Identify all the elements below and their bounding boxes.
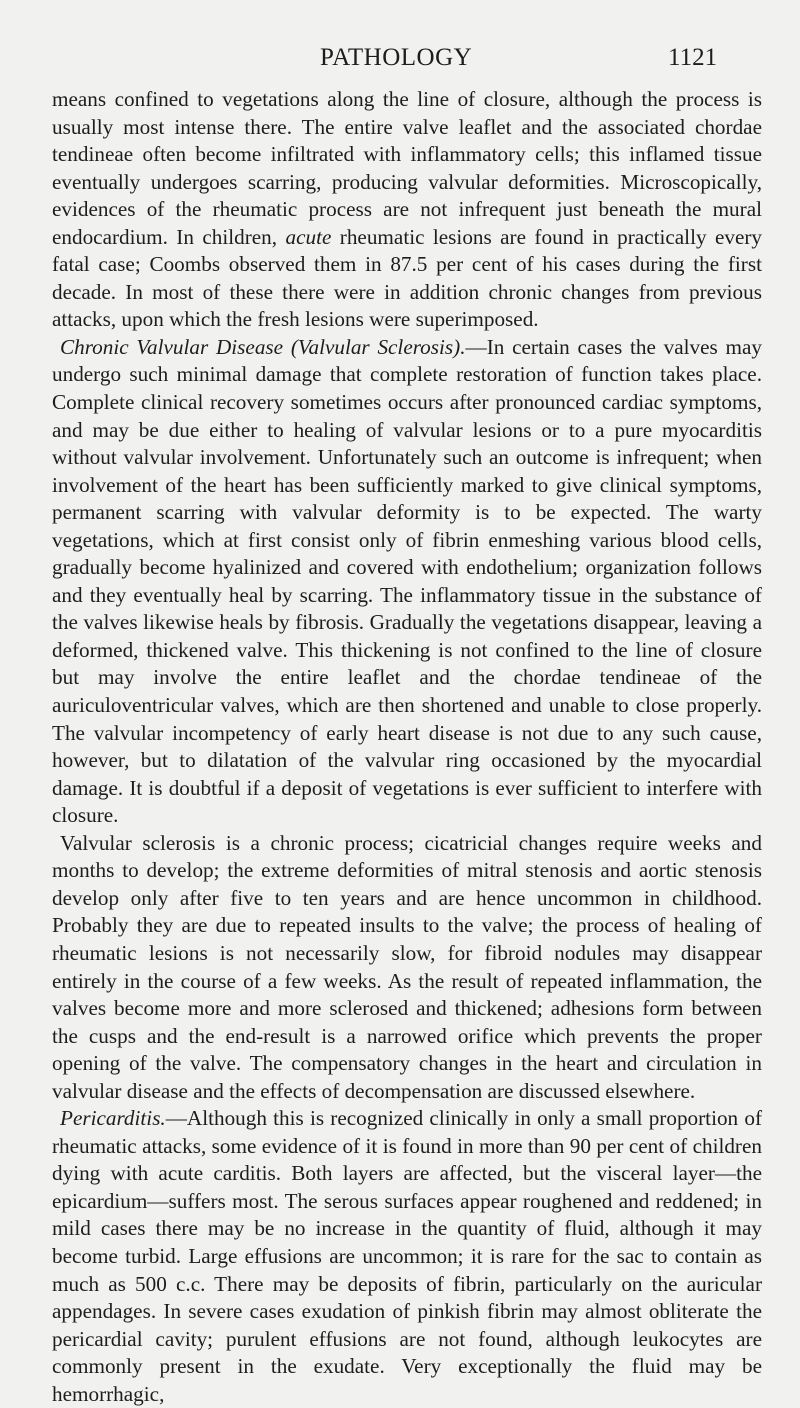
page-number: 1121 <box>668 44 718 71</box>
page-header <box>0 44 800 78</box>
paragraph-pericarditis <box>52 1105 762 1408</box>
italic-term: acute <box>285 224 332 249</box>
paragraph-valvular-sclerosis <box>52 830 762 1105</box>
running-title: PATHOLOGY <box>320 44 473 71</box>
paragraph-text: —Although this is recognized clinically in only a small proportion of rheumatic attacks, some evidence of it is found in more than 90 per cent of children dying with acute carditis. Both layers are affected, but the visceral layer—the epicardium—suffers most. The serous surfaces appear roughened and reddened; in mild cases there may be no increase in the quantity of fluid, although it may become turbid. Large effusions are uncommon; it is rare for the sac to contain as much as 500 c.c. There may be deposits of fibrin, particularly on the auricular appendages. In severe cases exudation of pinkish fibrin may almost obliterate the pericardial cavity; purulent effusions are not found, although leukocytes are commonly present in the exudate. Very exceptionally the fluid may be hemorrhagic, <box>52 1106 762 1406</box>
paragraph-text: Valvular sclerosis is a chronic process; cicatricial changes require weeks and months to develop; the extreme deformities of mitral stenosis and aortic stenosis develop only after five to ten years and are hence uncommon in childhood. Probably they are due to repeated insults to the valve; the process of healing of rheumatic lesions is not necessarily slow, for fibroid nodules may disappear entirely in the course of a few weeks. As the result of repeated inflammation, the valves become more and more sclerosed and thickened; adhesions form between the cusps and the end-result is a narrowed orifice which prevents the proper opening of the valve. The compensatory changes in the heart and circulation in valvular disease and the effects of decompensation are discussed elsewhere. <box>52 830 762 1103</box>
body-text <box>52 86 762 1408</box>
section-heading: Pericarditis. <box>60 1106 166 1131</box>
section-heading: Chronic Valvular Disease (Valvular Sclerosis). <box>60 334 466 359</box>
paragraph-text: —In certain cases the valves may undergo such minimal damage that complete restoration of function takes place. Complete clinical recovery sometimes occurs after pronounced cardiac symptoms, and may be due either to healing of valvular lesions or to a pure myocarditis without valvular involvement. Unfortunately such an outcome is infrequent; when involvement of the heart has been sufficiently marked to give clinical symptoms, permanent scarring with valvular deformity is to be expected. The warty vegetations, which at first consist only of fibrin enmeshing various blood cells, gradually become hyalinized and covered with endothelium; organization follows and they eventually heal by scarring. The inflammatory tissue in the substance of the valves likewise heals by fibrosis. Gradually the vegetations disappear, leaving a deformed, thickened valve. This thickening is not confined to the line of closure but may involve the entire leaflet and the chordae tendineae of the auriculoventricular valves, which are then shortened and unable to close properly. The valvular incompetency of early heart disease is not due to any such cause, however, but to dilatation of the valvular ring occasioned by the myocardial damage. It is doubtful if a deposit of vegetations is ever sufficient to interfere with closure. <box>52 334 762 828</box>
paragraph-continuation <box>52 86 762 334</box>
paragraph-chronic-valvular-disease <box>52 334 762 830</box>
paragraph-text: means confined to vegetations along the line of closure, although the process is usually most intense there. The entire valve leaflet and the associated chordae tendineae often become infiltrated with inflammatory cells; this inflamed tissue eventually undergoes scarring, producing valvular deformities. Microscopically, evidences of the rheumatic process are not infrequent just beneath the mural endocardium. In children, <box>52 87 762 249</box>
paragraph-text: rheumatic lesions are found in practically every fatal case; Coombs observed them in 87.5 per cent of his cases during the first decade. In most of these there were in addition chronic changes from previous attacks, upon which the fresh lesions were superimposed. <box>52 224 763 332</box>
